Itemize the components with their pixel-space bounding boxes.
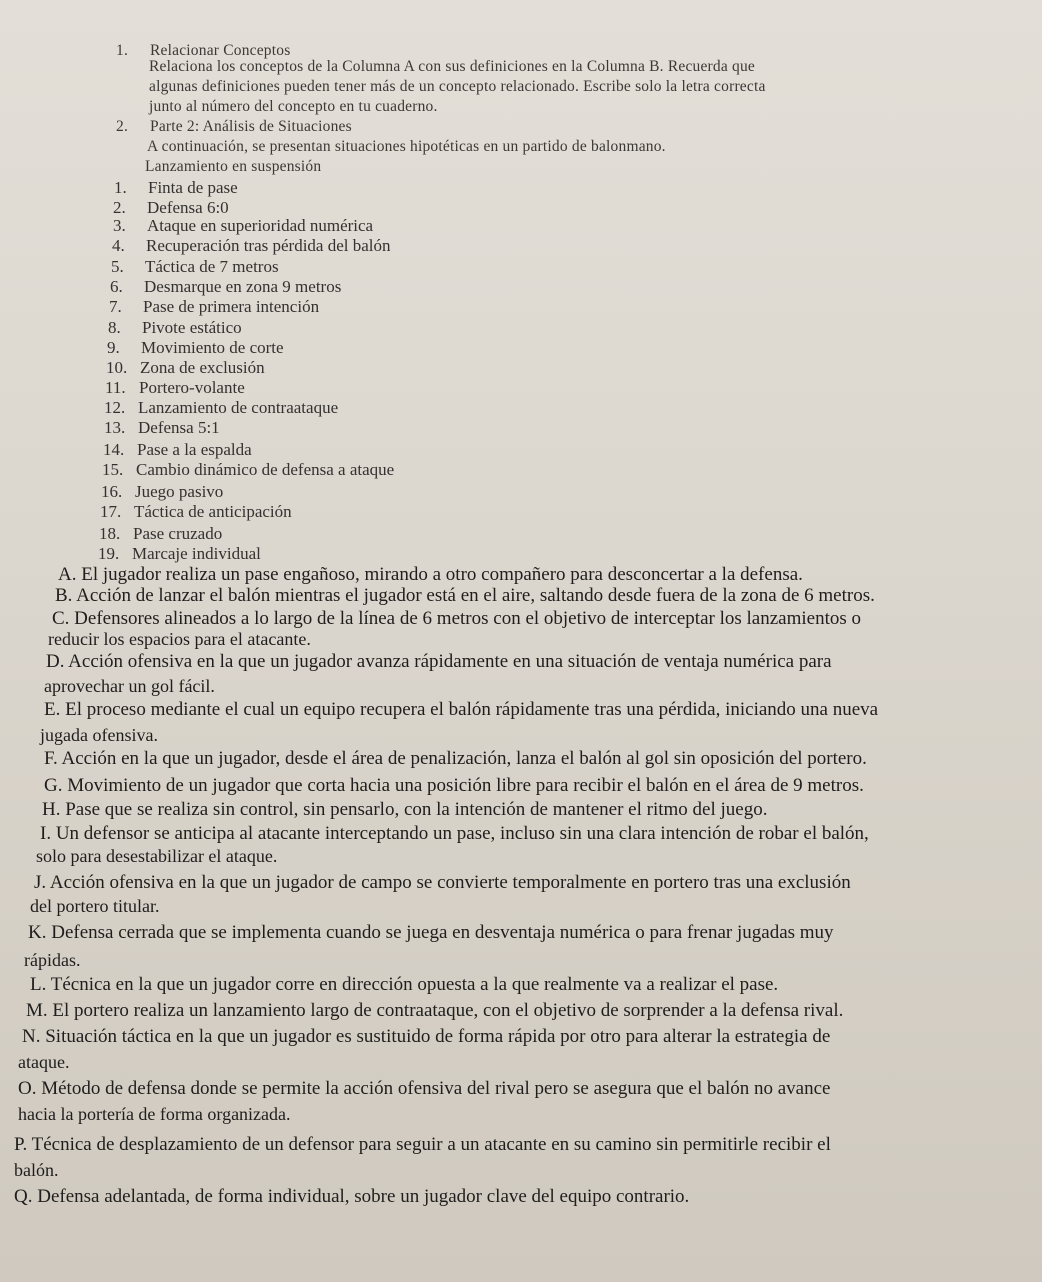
concept-item bbox=[108, 318, 242, 338]
concept-item bbox=[109, 297, 319, 317]
concept-item bbox=[106, 358, 265, 378]
section-1-instruction-line: algunas definiciones pueden tener más de un concepto relacionado. Escribe solo la letra correcta bbox=[149, 78, 766, 95]
concept-number: 3. bbox=[113, 216, 126, 235]
definition-line: N. Situación táctica en la que un jugador es sustituido de forma rápida por otro para alterar la estrategia de bbox=[22, 1026, 831, 1047]
concept-text: Cambio dinámico de defensa a ataque bbox=[136, 460, 395, 479]
concept-number: 15. bbox=[102, 460, 124, 479]
concept-item bbox=[99, 524, 222, 544]
definition-line: E. El proceso mediante el cual un equipo recupera el balón rápidamente tras una pérdida, iniciando una nueva bbox=[44, 699, 879, 720]
section-2-instruction-line: A continuación, se presentan situaciones hipotéticas en un partido de balonmano. bbox=[147, 138, 666, 155]
concept-text: Defensa 6:0 bbox=[147, 198, 229, 217]
concept-text: Juego pasivo bbox=[135, 482, 224, 501]
concept-number: 5. bbox=[111, 257, 124, 276]
concept-number: 10. bbox=[106, 358, 128, 377]
concept-text: Defensa 5:1 bbox=[138, 418, 220, 437]
concept-item bbox=[110, 277, 341, 297]
definition-line: P. Técnica de desplazamiento de un defensor para seguir a un atacante en su camino sin permitirle recibir el bbox=[14, 1134, 831, 1155]
section-number: 1. bbox=[116, 42, 129, 59]
section-2-instruction-line: Lanzamiento en suspensión bbox=[145, 158, 322, 175]
definition-line: Q. Defensa adelantada, de forma individual, sobre un jugador clave del equipo contrario. bbox=[14, 1186, 690, 1207]
concept-item bbox=[112, 236, 391, 256]
concept-number: 7. bbox=[109, 297, 122, 316]
definition-line: B. Acción de lanzar el balón mientras el jugador está en el aire, saltando desde fuera de la zona de 6 metros. bbox=[55, 585, 875, 606]
definition-line: I. Un defensor se anticipa al atacante interceptando un pase, incluso sin una clara intención de robar el balón, bbox=[40, 823, 869, 844]
concept-item bbox=[111, 257, 279, 277]
concept-item bbox=[104, 418, 220, 438]
concept-number: 14. bbox=[103, 440, 125, 459]
definition-line: hacia la portería de forma organizada. bbox=[18, 1104, 291, 1124]
definition-line: C. Defensores alineados a lo largo de la línea de 6 metros con el objetivo de interceptar los lanzamientos o bbox=[52, 608, 861, 629]
section-title: Relacionar Conceptos bbox=[150, 42, 291, 59]
concept-item bbox=[103, 440, 252, 460]
concept-number: 6. bbox=[110, 277, 123, 296]
concept-item bbox=[102, 460, 394, 480]
concept-text: Desmarque en zona 9 metros bbox=[144, 277, 342, 296]
concept-number: 1. bbox=[114, 178, 127, 197]
concept-item bbox=[113, 198, 229, 218]
concept-number: 19. bbox=[98, 544, 120, 563]
concept-item bbox=[105, 378, 245, 398]
section-number: 2. bbox=[116, 118, 129, 135]
definition-line: H. Pase que se realiza sin control, sin pensarlo, con la intención de mantener el ritmo del juego. bbox=[42, 799, 768, 820]
definition-line: balón. bbox=[14, 1160, 59, 1180]
concept-text: Recuperación tras pérdida del balón bbox=[146, 236, 391, 255]
concept-number: 18. bbox=[99, 524, 121, 543]
section-2-heading bbox=[116, 118, 352, 136]
concept-item bbox=[98, 544, 261, 564]
concept-number: 11. bbox=[105, 378, 126, 397]
concept-number: 13. bbox=[104, 418, 126, 437]
definition-line: D. Acción ofensiva en la que un jugador avanza rápidamente en una situación de ventaja numérica para bbox=[46, 651, 832, 672]
concept-number: 9. bbox=[107, 338, 120, 357]
concept-number: 17. bbox=[100, 502, 122, 521]
definition-line: K. Defensa cerrada que se implementa cuando se juega en desventaja numérica o para frenar jugadas muy bbox=[28, 922, 834, 943]
concept-number: 16. bbox=[101, 482, 123, 501]
definition-line: jugada ofensiva. bbox=[40, 725, 158, 745]
definition-line: ataque. bbox=[18, 1052, 70, 1072]
concept-item bbox=[101, 482, 223, 502]
concept-number: 4. bbox=[112, 236, 125, 255]
concept-text: Portero-volante bbox=[139, 378, 245, 397]
concept-text: Marcaje individual bbox=[132, 544, 261, 563]
concept-number: 2. bbox=[113, 198, 126, 217]
concept-item bbox=[100, 502, 292, 522]
concept-number: 8. bbox=[108, 318, 121, 337]
concept-text: Pivote estático bbox=[142, 318, 242, 337]
concept-text: Pase a la espalda bbox=[137, 440, 252, 459]
definition-line: O. Método de defensa donde se permite la acción ofensiva del rival pero se asegura que el balón no avance bbox=[18, 1078, 831, 1099]
concept-text: Ataque en superioridad numérica bbox=[147, 216, 374, 235]
concept-item bbox=[107, 338, 284, 358]
section-1-instruction-line: junto al número del concepto en tu cuaderno. bbox=[149, 98, 438, 115]
concept-item bbox=[113, 216, 373, 236]
definition-line: del portero titular. bbox=[30, 896, 160, 916]
definition-line: L. Técnica en la que un jugador corre en dirección opuesta a la que realmente va a realizar el pase. bbox=[30, 974, 779, 995]
concept-text: Lanzamiento de contraataque bbox=[138, 398, 339, 417]
definition-line: solo para desestabilizar el ataque. bbox=[36, 846, 278, 866]
definition-line: J. Acción ofensiva en la que un jugador de campo se convierte temporalmente en portero tras una exclusión bbox=[34, 872, 851, 893]
definition-line: A. El jugador realiza un pase engañoso, mirando a otro compañero para desconcertar a la defensa. bbox=[58, 564, 803, 585]
concept-text: Movimiento de corte bbox=[141, 338, 284, 357]
definition-line: F. Acción en la que un jugador, desde el área de penalización, lanza el balón al gol sin oposición del portero. bbox=[44, 748, 867, 769]
concept-text: Pase cruzado bbox=[133, 524, 223, 543]
concept-text: Zona de exclusión bbox=[140, 358, 265, 377]
concept-text: Pase de primera intención bbox=[143, 297, 320, 316]
section-1-instruction-line: Relaciona los conceptos de la Columna A con sus definiciones en la Columna B. Recuerda que bbox=[149, 58, 755, 75]
concept-item bbox=[104, 398, 338, 418]
concept-text: Táctica de anticipación bbox=[134, 502, 292, 521]
section-title: Parte 2: Análisis de Situaciones bbox=[150, 118, 352, 135]
concept-text: Finta de pase bbox=[148, 178, 238, 197]
concept-text: Táctica de 7 metros bbox=[145, 257, 279, 276]
concept-item bbox=[114, 178, 238, 198]
definition-line: reducir los espacios para el atacante. bbox=[48, 629, 311, 649]
definition-line: aprovechar un gol fácil. bbox=[44, 676, 215, 696]
definition-line: G. Movimiento de un jugador que corta hacia una posición libre para recibir el balón en el área de 9 metros. bbox=[44, 775, 864, 796]
definition-line: M. El portero realiza un lanzamiento largo de contraataque, con el objetivo de sorprender a la defensa rival. bbox=[26, 1000, 844, 1021]
concept-number: 12. bbox=[104, 398, 126, 417]
definition-line: rápidas. bbox=[24, 950, 81, 970]
